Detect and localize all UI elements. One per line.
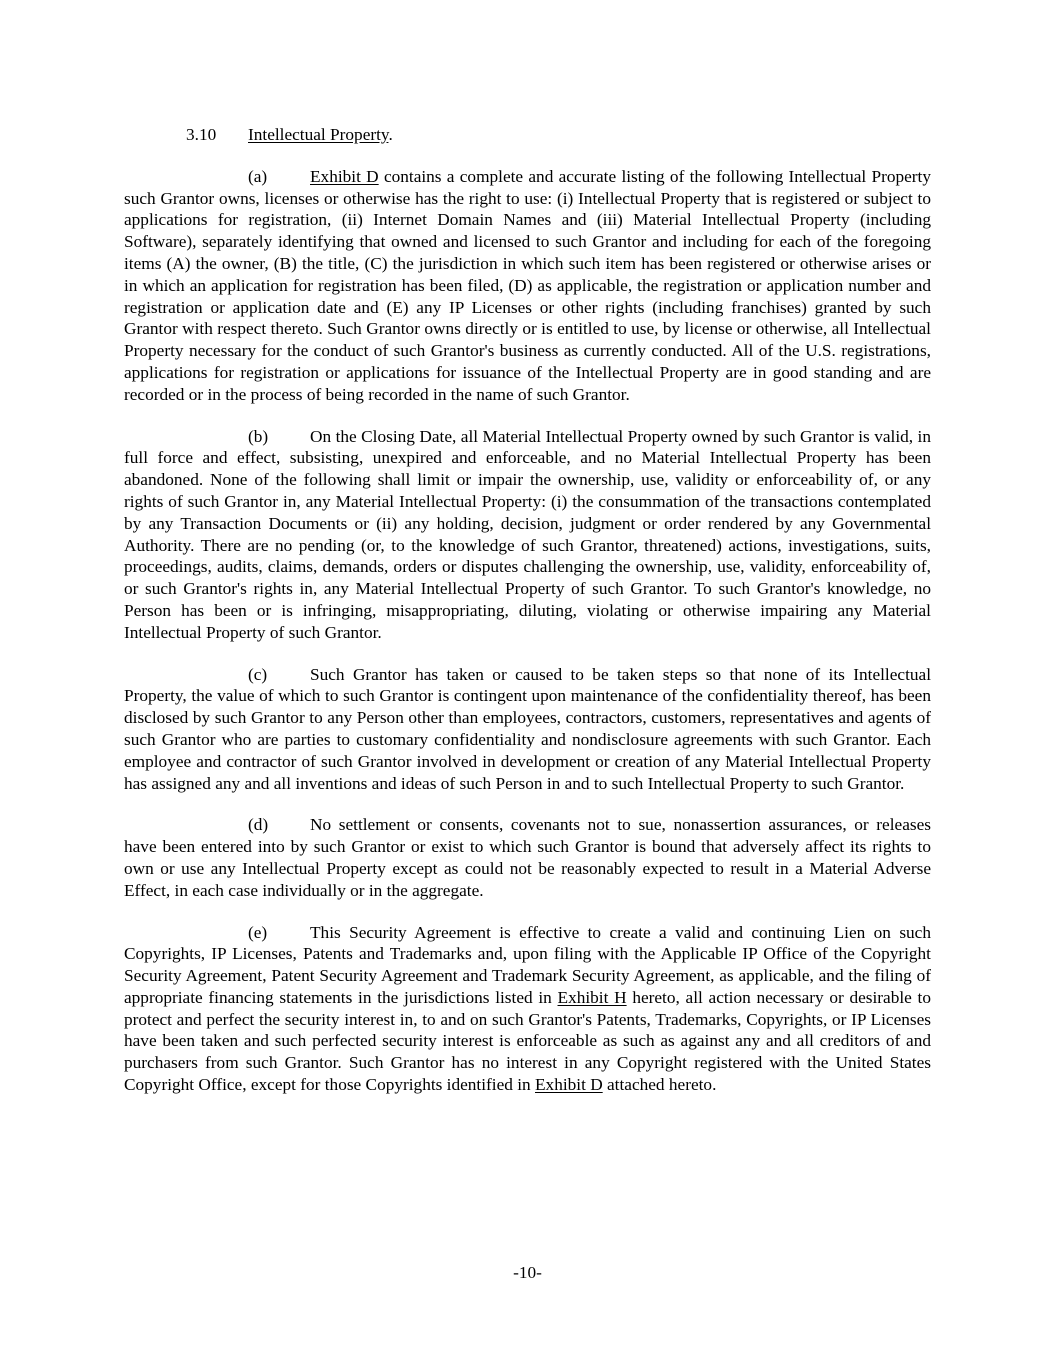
paragraph-c-text: Such Grantor has taken or caused to be taken steps so that none of its Intellectual Property, the value of which to such Grantor is contingent upon maintenance of the confidentiality thereof, has been disclosed by such Grantor to any Person other than employees, contractors, customers, representatives and agents of such Grantor who are parties to customary confidentiality and nondisclosure agreements with such Grantor. Each employee and contractor of such Grantor involved in development or creation of any Material Intellectual Property has assigned any and all inventions and ideas of such Person in and to such Intellectual Property to such Grantor. — [124, 664, 931, 793]
page-number: -10- — [513, 1263, 542, 1282]
section-title-suffix: . — [388, 125, 393, 144]
exhibit-d-reference: Exhibit D — [310, 166, 379, 186]
paragraph-e — [124, 922, 931, 1096]
paragraph-a-text: contains a complete and accurate listing of the following Intellectual Property such Grantor owns, licenses or otherwise has the right to use: (i) Intellectual Property that is registered or subject to applications for registration, (ii) Internet Domain Names and (iii) Material Intellectual Property (including Software), separately identifying that owned and licensed to such Grantor and including for each of the foregoing items (A) the owner, (B) the title, (C) the jurisdiction in which such item has been registered or otherwise arises or in which an application for registration has been filed, (D) as applicable, the registration or application number and registration or application date and (E) any IP Licenses or other rights (including franchises) granted by such Grantor with respect thereto. Such Grantor owns directly or is entitled to use, by license or otherwise, all Intellectual Property necessary for the conduct of such Grantor's business as currently conducted. All of the U.S. registrations, applications for registration or applications for issuance of the Intellectual Property are in good standing and are recorded or in the process of being recorded in the name of such Grantor. — [124, 166, 932, 404]
paragraph-c — [124, 664, 931, 795]
paragraph-e-text-3: attached hereto. — [602, 1075, 717, 1095]
paragraph-e-text-2: hereto, all action necessary or desirable to protect and perfect the security interest in, to and on such Grantor's Patents, Trademarks, Copyrights, or IP Licenses have been taken and such perfected security interest is enforceable as such as against any and all creditors of and purchasers from such Grantor. Such Grantor has no interest in any Copyright registered with the United States Copyright Office, except for those Copyrights identified in — [124, 987, 932, 1095]
paragraph-d-text: No settlement or consents, covenants not to sue, nonassertion assurances, or releases have been entered into by such Grantor or exist to which such Grantor is bound that adversely affect its rights to own or use any Intellectual Property except as could not be reasonably expected to result in a Material Adverse Effect, in each case individually or in the aggregate. — [124, 815, 931, 900]
paragraph-d — [124, 814, 931, 901]
paragraph-b — [124, 426, 931, 644]
paragraph-e-text-1: This Security Agreement is effective to create a valid and continuing Lien on such Copyrights, IP Licenses, Patents and Trademarks and, upon filing with the Applicable IP Office of the Copyright Security Agreement, Patent Security Agreement and Trademark Security Agreement, as applicable, and the filing of appropriate financing statements in the jurisdictions listed in — [124, 922, 931, 1007]
paragraph-b-label: (b) — [248, 426, 269, 446]
paragraph-b-text: On the Closing Date, all Material Intellectual Property owned by such Grantor is valid, in full force and effect, subsisting, unexpired and enforceable, and no Material Intellectual Property has been abandoned. None of the following shall limit or impair the ownership, use, validity or enforceability of, or any rights of such Grantor in, any Material Intellectual Property: (i) the consummation of the transactions contemplated by any Transaction Documents or (ii) any holding, decision, judgment or order rendered by any Governmental Authority. There are no pending (or, to the knowledge of such Grantor, threatened) actions, investigations, suits, proceedings, audits, claims, demands, orders or disputes challenging the ownership, use, validity, enforceability of, or such Grantor's rights in, any Material Intellectual Property of such Grantor. To such Grantor's knowledge, no Person has been or is infringing, misappropriating, diluting, violating or otherwise impairing any Material Intellectual Property of such Grantor. — [124, 426, 931, 642]
document-page — [124, 124, 931, 1116]
paragraph-c-label: (c) — [248, 664, 268, 684]
paragraph-e-label: (e) — [248, 922, 268, 942]
paragraph-d-label: (d) — [248, 815, 269, 835]
section-title: Intellectual Property — [248, 125, 389, 144]
paragraph-a-label: (a) — [248, 166, 268, 186]
paragraph-a — [124, 166, 931, 406]
exhibit-d-reference-2: Exhibit D — [535, 1075, 603, 1095]
exhibit-h-reference: Exhibit H — [557, 987, 627, 1007]
section-number: 3.10 — [186, 125, 217, 144]
section-heading — [124, 124, 931, 146]
